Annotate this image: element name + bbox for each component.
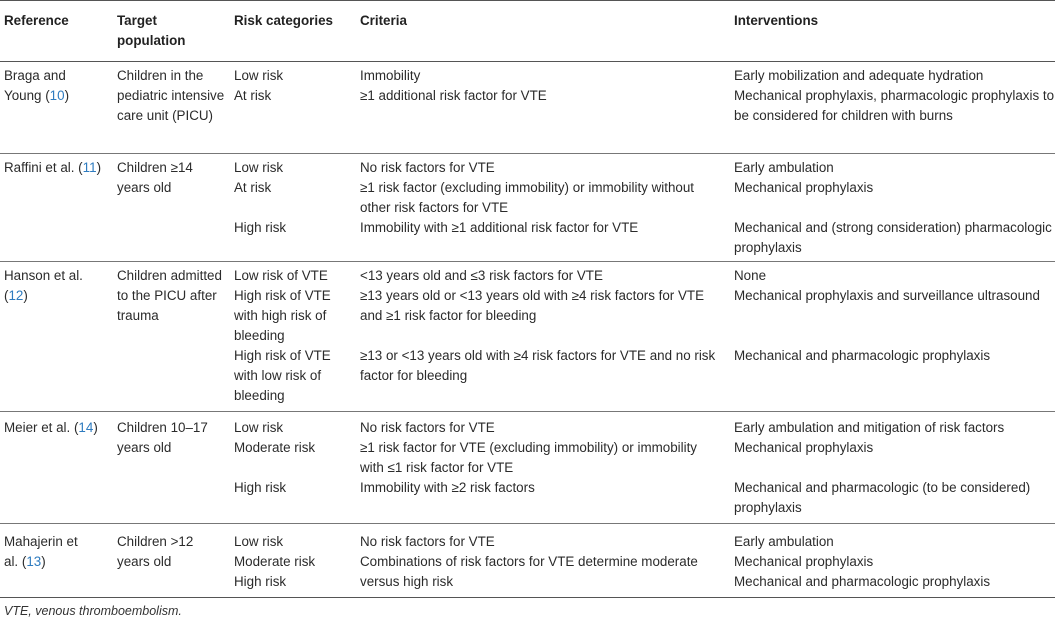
risk-cell: High risk xyxy=(234,574,287,589)
intervention-cell: Mechanical prophylaxis, pharmacologic prophylaxis to be considered for children with burns xyxy=(734,88,1055,123)
table-row xyxy=(0,412,1055,524)
criteria-cell: ≥1 additional risk factor for VTE xyxy=(360,88,547,103)
reference-close: ) xyxy=(41,554,46,569)
risk-cell: High risk xyxy=(234,220,287,235)
criteria-cell: No risk factors for VTE xyxy=(360,534,495,549)
reference-text: Braga and Young ( xyxy=(4,68,66,103)
reference-link[interactable]: 10 xyxy=(49,88,65,103)
reference-link[interactable]: 13 xyxy=(26,554,42,569)
table-header xyxy=(0,0,1055,62)
risk-cell: High risk of VTE with low risk of bleeding xyxy=(234,348,331,403)
reference-text: Meier et al. ( xyxy=(4,420,79,435)
reference-cell xyxy=(4,266,84,306)
risk-cell: High risk of VTE with high risk of bleeding xyxy=(234,288,331,343)
table-row xyxy=(0,524,1055,598)
intervention-cell: Early ambulation xyxy=(734,160,834,175)
intervention-cell: Early ambulation xyxy=(734,534,834,549)
criteria-cell: ≥1 risk factor (excluding immobility) or immobility without other risk factors for VTE xyxy=(360,180,695,215)
criteria-cell: No risk factors for VTE xyxy=(360,160,495,175)
intervention-cell: None xyxy=(734,268,767,283)
reference-cell xyxy=(4,418,104,438)
population-cell: Children 10–17 years old xyxy=(117,420,208,455)
intervention-cell: Mechanical prophylaxis xyxy=(734,440,874,455)
population-cell: Children in the pediatric intensive care unit (PICU) xyxy=(117,68,225,123)
criteria-cell: Immobility with ≥2 risk factors xyxy=(360,480,535,495)
reference-cell xyxy=(4,532,94,572)
intervention-cell: Early ambulation and mitigation of risk factors xyxy=(734,420,1005,435)
reference-link[interactable]: 12 xyxy=(8,288,24,303)
reference-cell xyxy=(4,158,104,178)
population-cell: Children >12 years old xyxy=(117,534,194,569)
table-footnote: VTE, venous thromboembolism. xyxy=(4,604,182,618)
criteria-cell: Combinations of risk factors for VTE determine moderate versus high risk xyxy=(360,554,698,589)
risk-cell: At risk xyxy=(234,180,272,195)
header-risk-categories: Risk categories xyxy=(234,13,333,28)
risk-cell: High risk xyxy=(234,480,287,495)
risk-cell: Low risk xyxy=(234,160,284,175)
risk-cell: Low risk xyxy=(234,420,284,435)
criteria-cell: No risk factors for VTE xyxy=(360,420,495,435)
table-row xyxy=(0,262,1055,412)
reference-close: ) xyxy=(93,420,98,435)
header-target-population: Target population xyxy=(117,13,186,48)
risk-cell: Low risk of VTE xyxy=(234,268,328,283)
intervention-cell: Mechanical prophylaxis xyxy=(734,554,874,569)
criteria-cell: <13 years old and ≤3 risk factors for VTE xyxy=(360,268,603,283)
intervention-cell: Mechanical prophylaxis xyxy=(734,180,874,195)
intervention-cell: Early mobilization and adequate hydration xyxy=(734,68,984,83)
table-row xyxy=(0,62,1055,154)
header-interventions: Interventions xyxy=(734,13,819,28)
intervention-cell: Mechanical and pharmacologic prophylaxis xyxy=(734,574,991,589)
intervention-cell: Mechanical and pharmacologic (to be considered) prophylaxis xyxy=(734,480,1031,515)
reference-close: ) xyxy=(96,160,102,175)
header-criteria: Criteria xyxy=(360,13,407,28)
population-cell: Children ≥14 years old xyxy=(117,160,193,195)
reference-text: Raffini et al. ( xyxy=(4,160,83,175)
table-row xyxy=(0,154,1055,262)
reference-link[interactable]: 14 xyxy=(78,420,94,435)
reference-link[interactable]: 11 xyxy=(82,160,97,175)
risk-cell: At risk xyxy=(234,88,272,103)
criteria-cell: ≥13 or <13 years old with ≥4 risk factors for VTE and no risk factor for bleeding xyxy=(360,348,716,383)
risk-cell: Moderate risk xyxy=(234,440,316,455)
intervention-cell: Mechanical prophylaxis and surveillance ultrasound xyxy=(734,288,1040,303)
reference-cell xyxy=(4,66,104,106)
criteria-cell: ≥1 risk factor for VTE (excluding immobility) or immobility with ≤1 risk factor for VTE xyxy=(360,440,697,475)
intervention-cell: Mechanical and (strong consideration) pharmacologic prophylaxis xyxy=(734,220,1052,255)
criteria-cell: ≥13 years old or <13 years old with ≥4 risk factors for VTE and ≥1 risk factor for bleeding xyxy=(360,288,705,323)
population-cell: Children admitted to the PICU after trauma xyxy=(117,268,222,323)
reference-close: ) xyxy=(23,288,28,303)
header-reference: Reference xyxy=(4,13,69,28)
criteria-cell: Immobility xyxy=(360,68,421,83)
reference-text: Hanson et al. ( xyxy=(4,268,83,303)
criteria-cell: Immobility with ≥1 additional risk factor for VTE xyxy=(360,220,639,235)
reference-close: ) xyxy=(64,88,70,103)
reference-text: Mahajerin et al. ( xyxy=(4,534,78,569)
risk-cell: Low risk xyxy=(234,68,284,83)
intervention-cell: Mechanical and pharmacologic prophylaxis xyxy=(734,348,991,363)
risk-cell: Low risk xyxy=(234,534,284,549)
risk-cell: Moderate risk xyxy=(234,554,316,569)
